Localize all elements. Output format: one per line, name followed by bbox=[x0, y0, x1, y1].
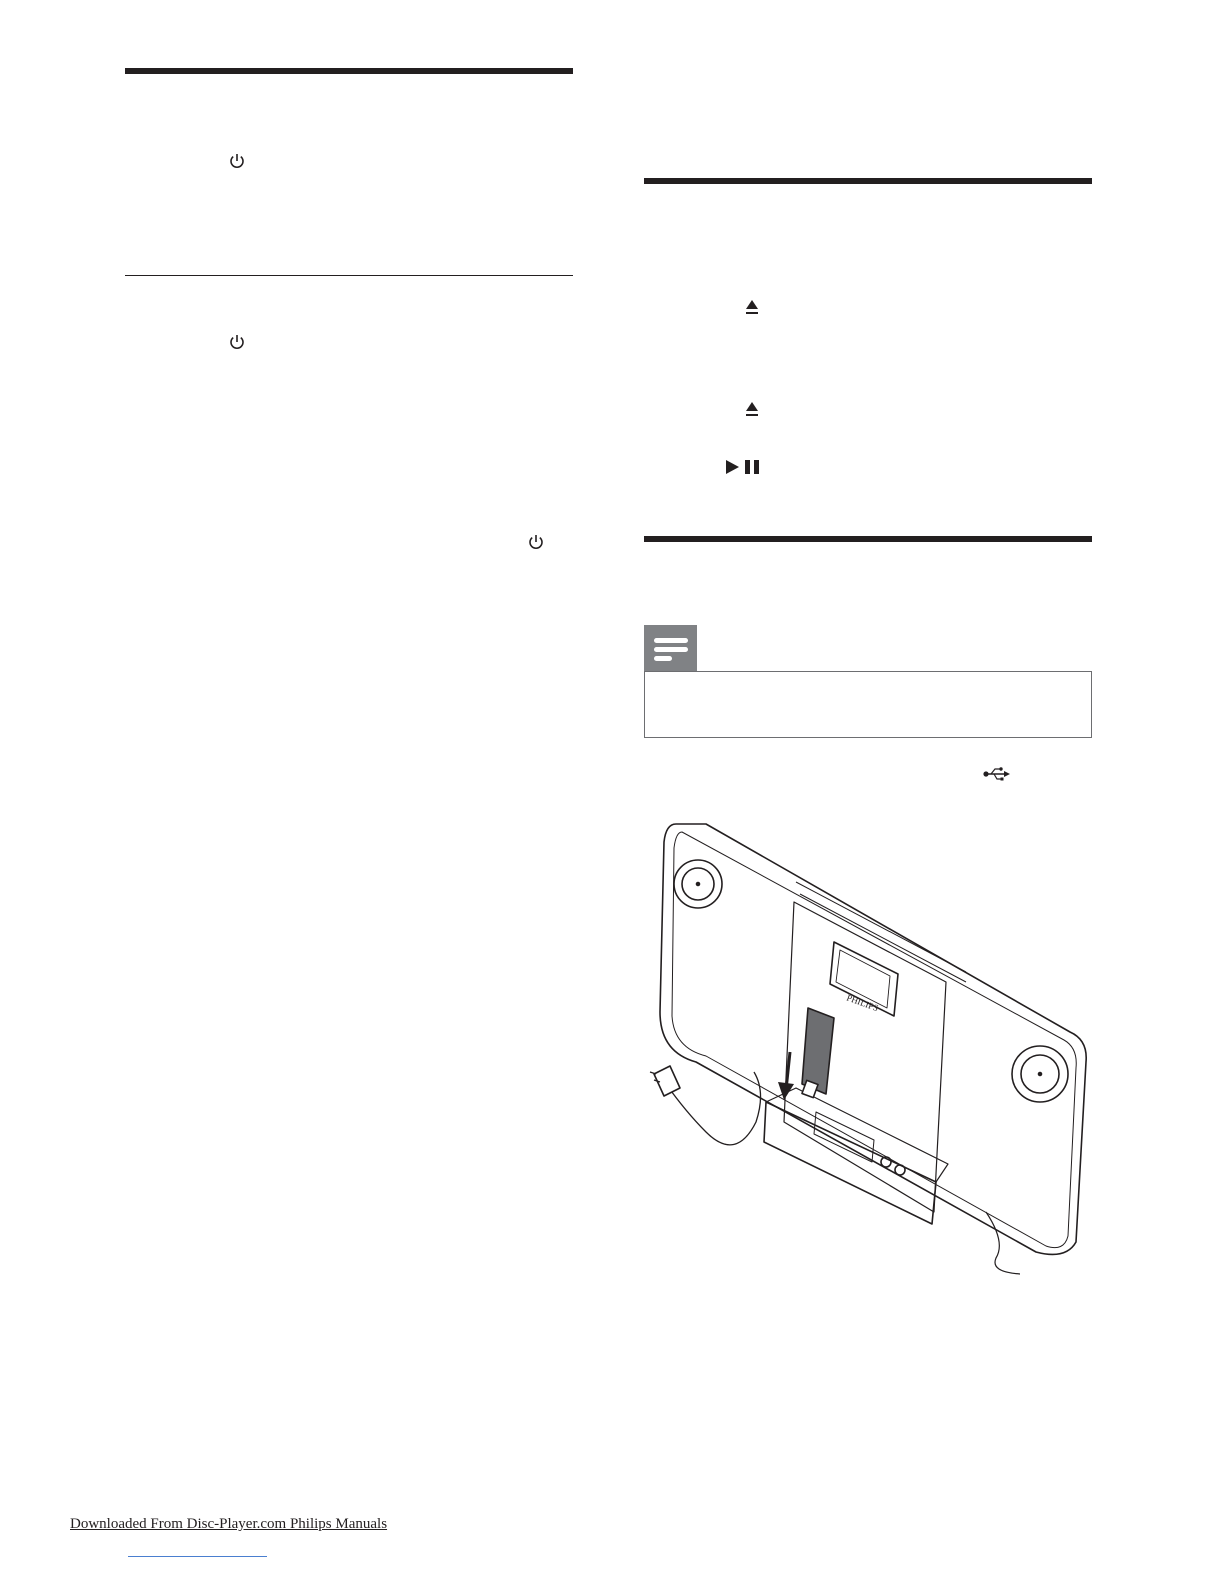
note-icon bbox=[644, 625, 697, 672]
note-tab bbox=[644, 625, 697, 672]
section-heading-rule bbox=[644, 178, 1092, 184]
svg-text:PHILIPS: PHILIPS bbox=[845, 992, 880, 1014]
note-box bbox=[644, 671, 1092, 738]
footer-underline bbox=[128, 1556, 267, 1557]
power-cord bbox=[666, 1072, 761, 1145]
subsection-rule bbox=[125, 275, 573, 276]
dock-base bbox=[764, 1102, 936, 1224]
power-icon bbox=[527, 533, 545, 551]
device-body bbox=[660, 824, 1086, 1254]
eject-icon bbox=[745, 298, 759, 316]
power-icon bbox=[228, 333, 246, 351]
usb-icon bbox=[983, 766, 1011, 782]
micro-system-illustration bbox=[636, 812, 1096, 1282]
footer-source-link[interactable]: Downloaded From Disc-Player.com Philips Manuals bbox=[70, 1516, 388, 1532]
power-icon bbox=[228, 152, 246, 170]
play-pause-icon bbox=[725, 458, 763, 476]
eject-icon bbox=[745, 400, 759, 418]
section-heading-rule bbox=[125, 68, 573, 74]
section-heading-rule bbox=[644, 536, 1092, 542]
